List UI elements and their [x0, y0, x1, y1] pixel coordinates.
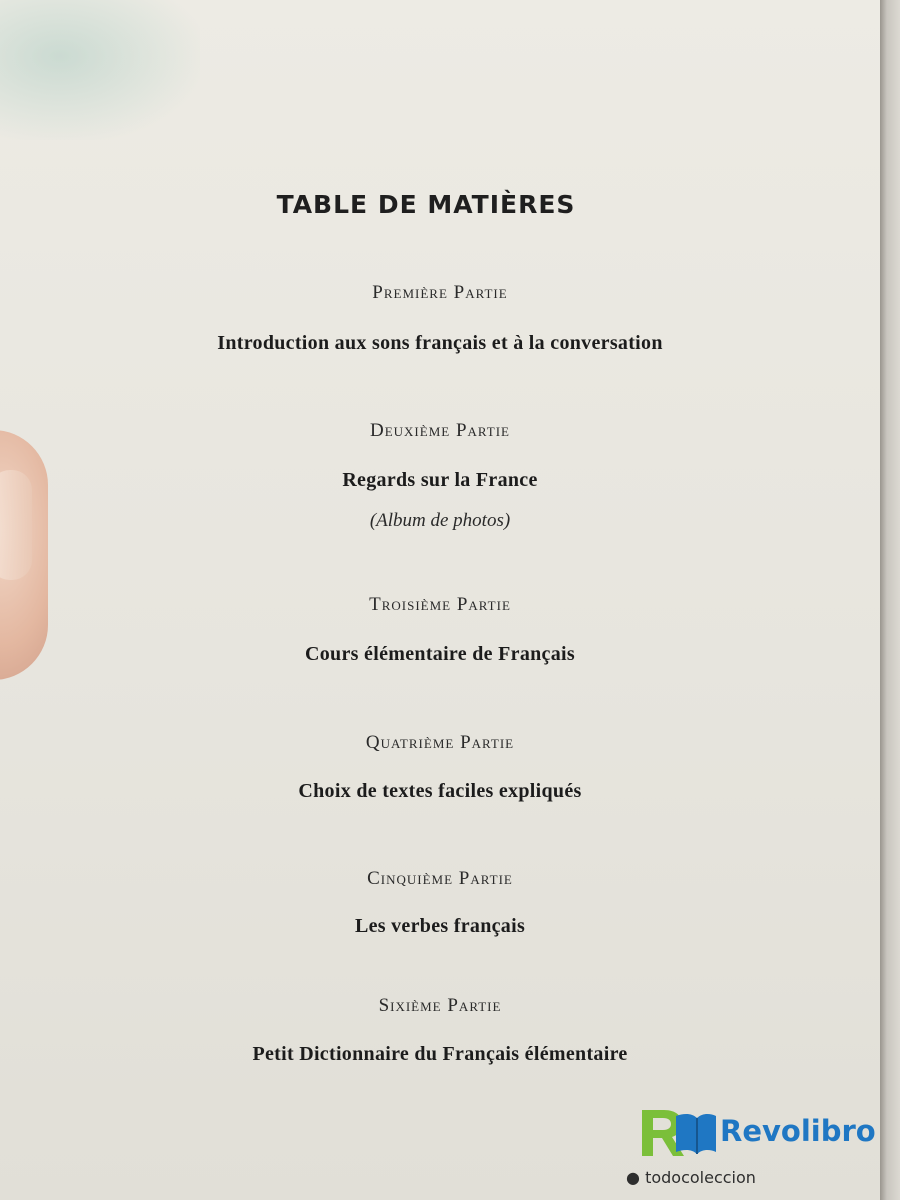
- revolibro-name: Revolibro: [720, 1114, 876, 1148]
- page-stain: [0, 0, 200, 140]
- part-title-5: Les verbes français: [354, 915, 526, 937]
- todocoleccion-text: todocoleccion: [645, 1168, 756, 1187]
- part-title-3: Cours élémentaire de Français: [305, 643, 575, 665]
- part-label-4: Quatrième Partie: [365, 732, 515, 753]
- part-title-6: Petit Dictionnaire du Français élémentaire: [252, 1043, 628, 1065]
- toc-title: TABLE DE MATIÈRES: [276, 190, 576, 219]
- part-label-2: Deuxième Partie: [369, 420, 510, 441]
- revolibro-logo-icon: [638, 1104, 718, 1160]
- todocoleccion-dot: ●: [626, 1168, 640, 1187]
- part-title-1: Introduction aux sons français et à la conversation: [217, 332, 663, 354]
- part-label-1: Première Partie: [372, 282, 508, 303]
- todocoleccion-label: [626, 1168, 888, 1187]
- part-label-3: Troisième Partie: [369, 594, 511, 615]
- part-title-4: Choix de textes faciles expliqués: [298, 780, 582, 802]
- revolibro-watermark: [638, 1100, 888, 1164]
- part-label-6: Sixième Partie: [378, 995, 502, 1016]
- page-edge: [880, 0, 900, 1200]
- part-label-5: Cinquième Partie: [367, 868, 513, 889]
- part-title-2: Regards sur la France: [342, 469, 538, 491]
- part-subtitle-2: (Album de photos): [369, 510, 511, 531]
